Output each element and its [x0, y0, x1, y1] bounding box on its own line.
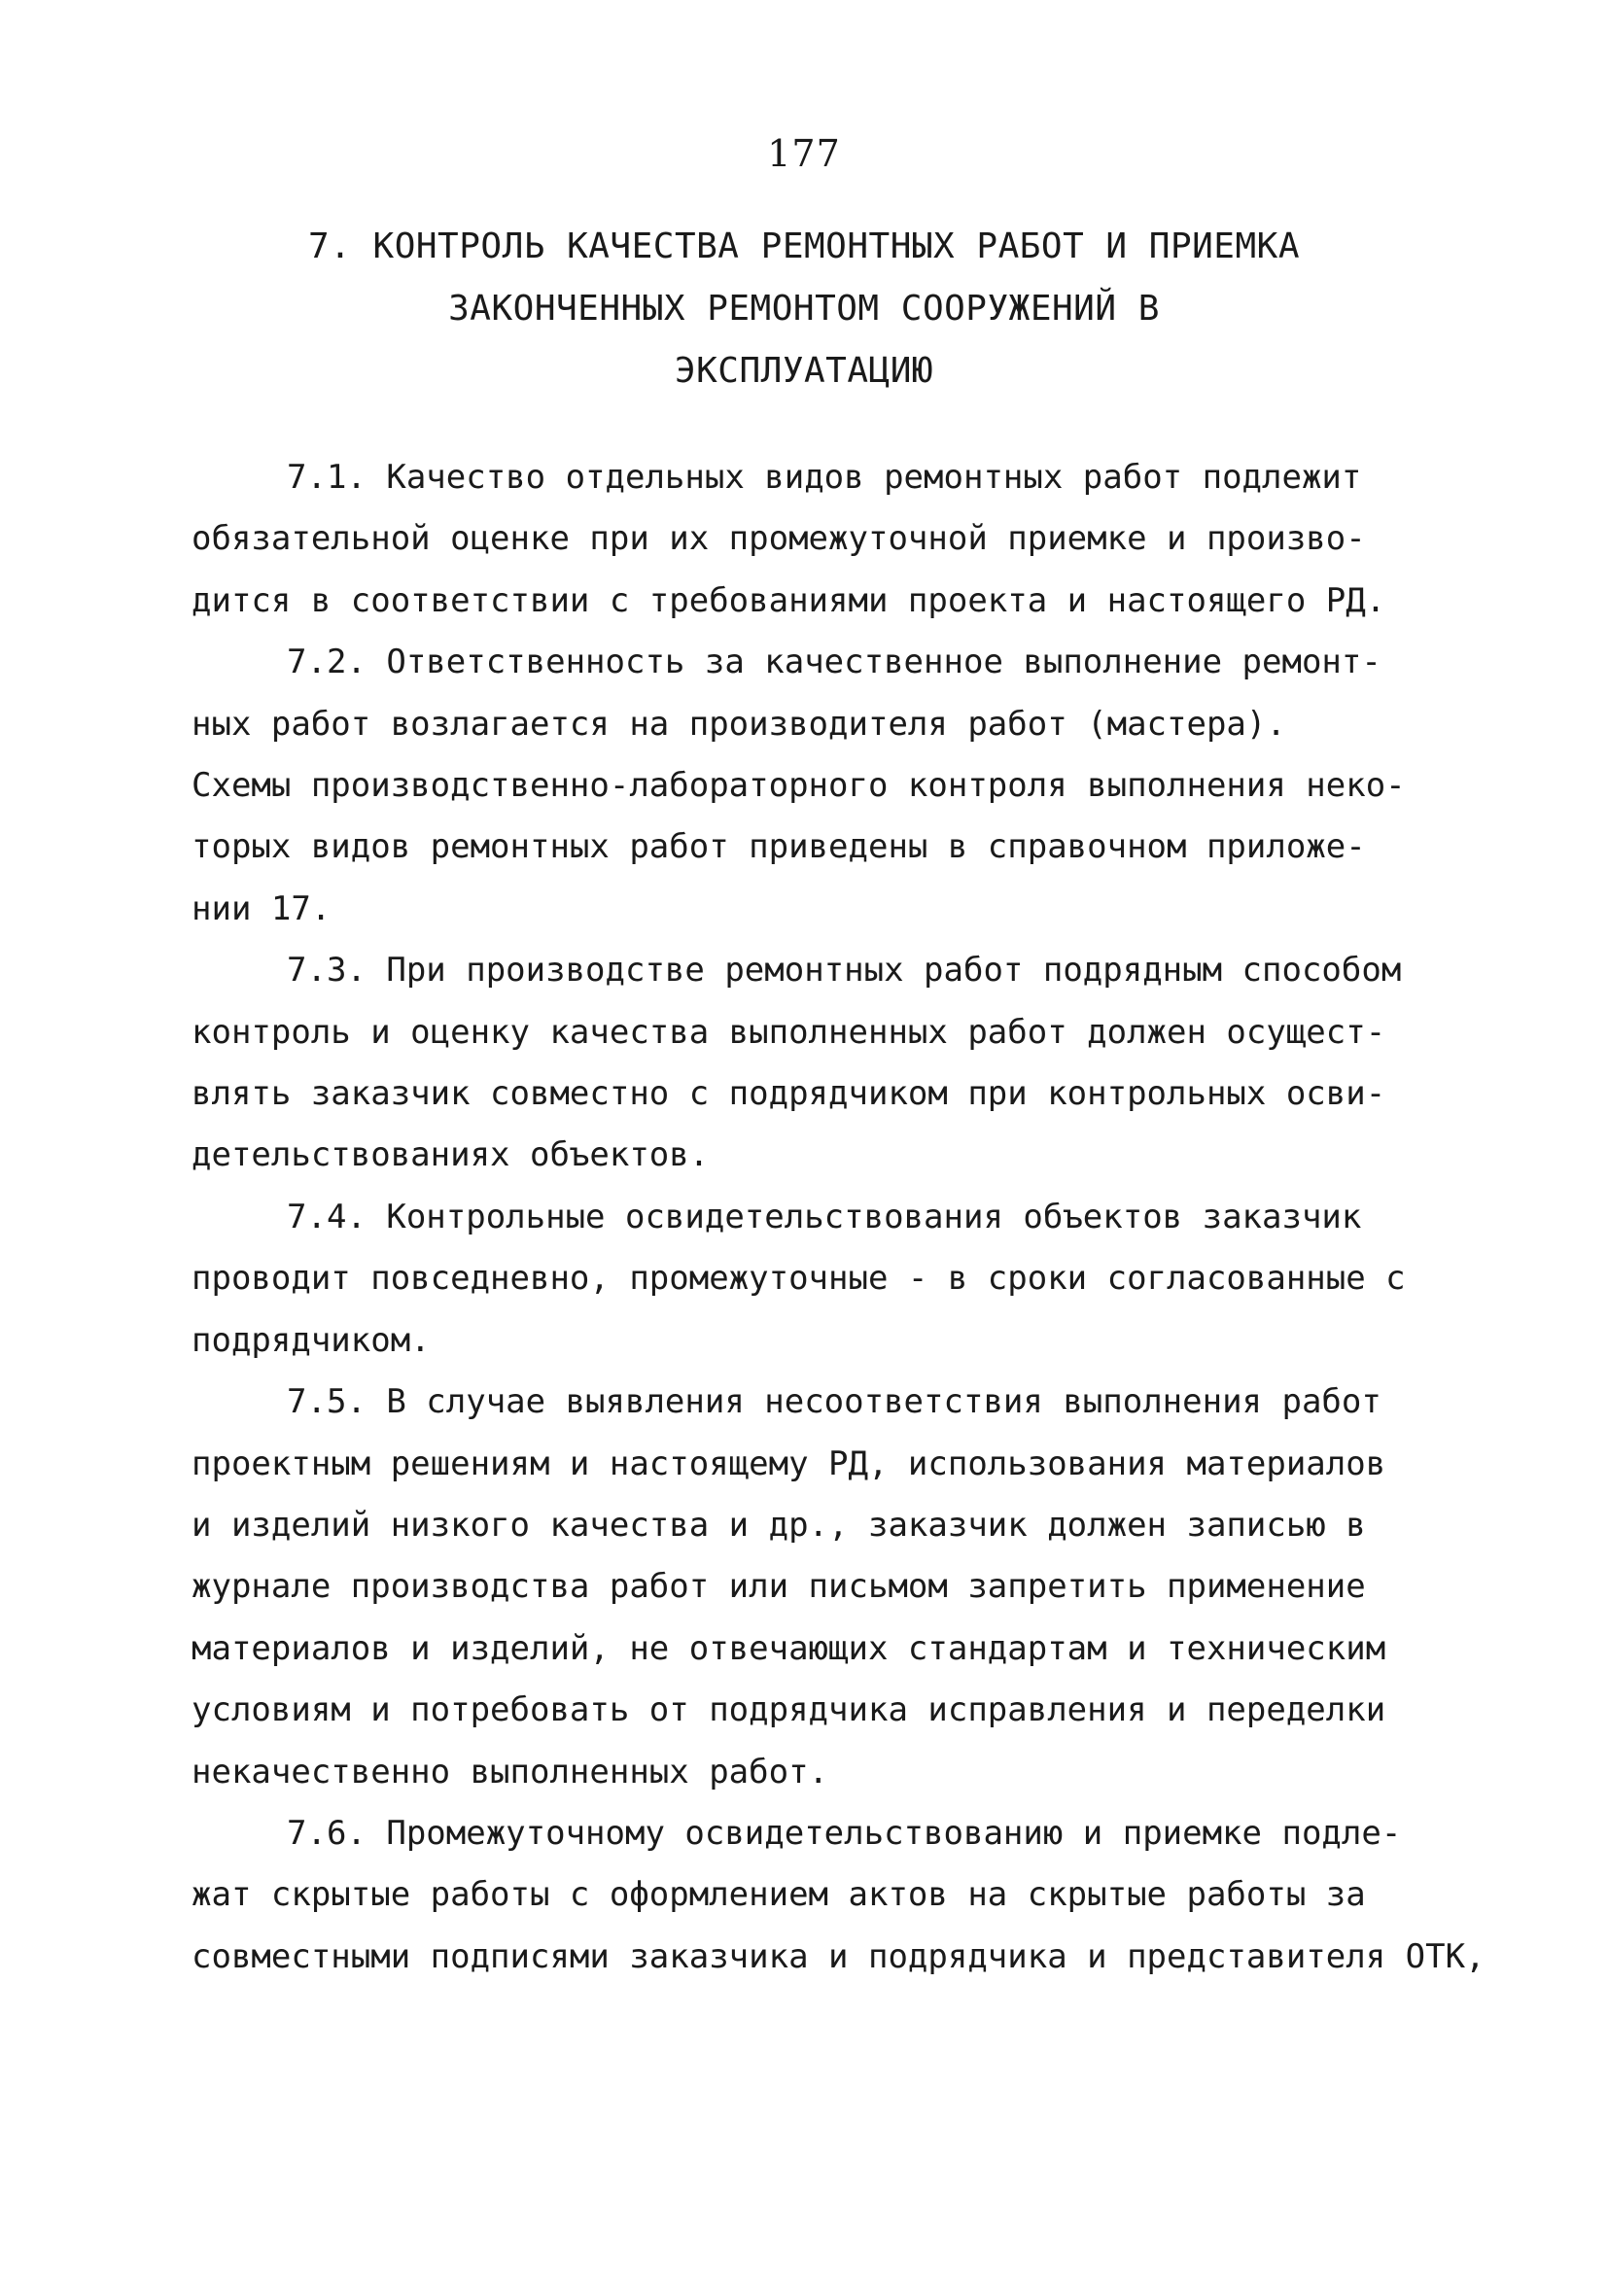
- text-line: 7.3. При производстве ремонтных работ подрядным способом: [287, 951, 1402, 991]
- text-line: жат скрытые работы с оформлением актов на скрытые работы за: [192, 1875, 1366, 1915]
- text-line: проводит повседневно, промежуточные - в сроки согласованные с: [192, 1259, 1406, 1299]
- text-line: обязательной оценке при их промежуточной приемке и произво-: [192, 519, 1366, 559]
- section-heading: [0, 216, 1608, 402]
- text-line: 7.5. В случае выявления несоответствия выполнения работ: [287, 1382, 1381, 1422]
- text-line: 7.6. Промежуточному освидетельствованию и приемке подле-: [287, 1813, 1402, 1853]
- text-line: проектным решениям и настоящему РД, использования материалов: [192, 1444, 1386, 1483]
- text-line: влять заказчик совместно с подрядчиком при контрольных осви-: [192, 1074, 1386, 1114]
- text-line: 7.1. Качество отдельных видов ремонтных работ подлежит: [287, 458, 1362, 497]
- text-line: материалов и изделий, не отвечающих стандартам и техническим: [192, 1628, 1386, 1668]
- text-line: 7.4. Контрольные освидетельствования объектов заказчик: [287, 1197, 1362, 1236]
- text-line: условиям и потребовать от подрядчика исправления и переделки: [192, 1690, 1386, 1730]
- text-line: детельствованиях объектов.: [192, 1135, 710, 1175]
- text-line: совместными подписями заказчика и подрядчика и представителя ОТК,: [192, 1936, 1486, 1976]
- text-line: ных работ возлагается на производителя работ (мастера).: [192, 704, 1286, 744]
- text-line: Схемы производственно-лабораторного контроля выполнения неко-: [192, 766, 1406, 806]
- heading-line: ЭКСПЛУАТАЦИЮ: [674, 351, 934, 391]
- text-line: контроль и оценку качества выполненных работ должен осущест-: [192, 1012, 1386, 1052]
- text-line: некачественно выполненных работ.: [192, 1752, 829, 1792]
- paragraph-7-6: [192, 1803, 1486, 1988]
- text-line: торых видов ремонтных работ приведены в справочном приложе-: [192, 827, 1366, 867]
- body-text: [192, 447, 1486, 1988]
- paragraph-7-4: [192, 1187, 1406, 1372]
- text-line: журнале производства работ или письмом запретить применение: [192, 1567, 1366, 1607]
- paragraph-7-1: [192, 447, 1386, 632]
- text-line: 7.2. Ответственность за качественное выполнение ремонт-: [287, 643, 1381, 682]
- paragraph-7-3: [192, 940, 1402, 1187]
- page-number: 177: [767, 132, 841, 175]
- paragraph-7-2: [192, 632, 1406, 940]
- text-line: дится в соответствии с требованиями проекта и настоящего РД.: [192, 580, 1386, 620]
- text-line: нии 17.: [192, 888, 332, 928]
- heading-line: ЗАКОНЧЕННЫХ РЕМОНТОМ СООРУЖЕНИЙ В: [448, 289, 1160, 329]
- heading-line: 7. КОНТРОЛЬ КАЧЕСТВА РЕМОНТНЫХ РАБОТ И ПРИЕМКА: [308, 226, 1300, 266]
- paragraph-7-5: [192, 1372, 1386, 1803]
- text-line: и изделий низкого качества и др., заказчик должен записью в: [192, 1505, 1366, 1545]
- text-line: подрядчиком.: [192, 1320, 431, 1360]
